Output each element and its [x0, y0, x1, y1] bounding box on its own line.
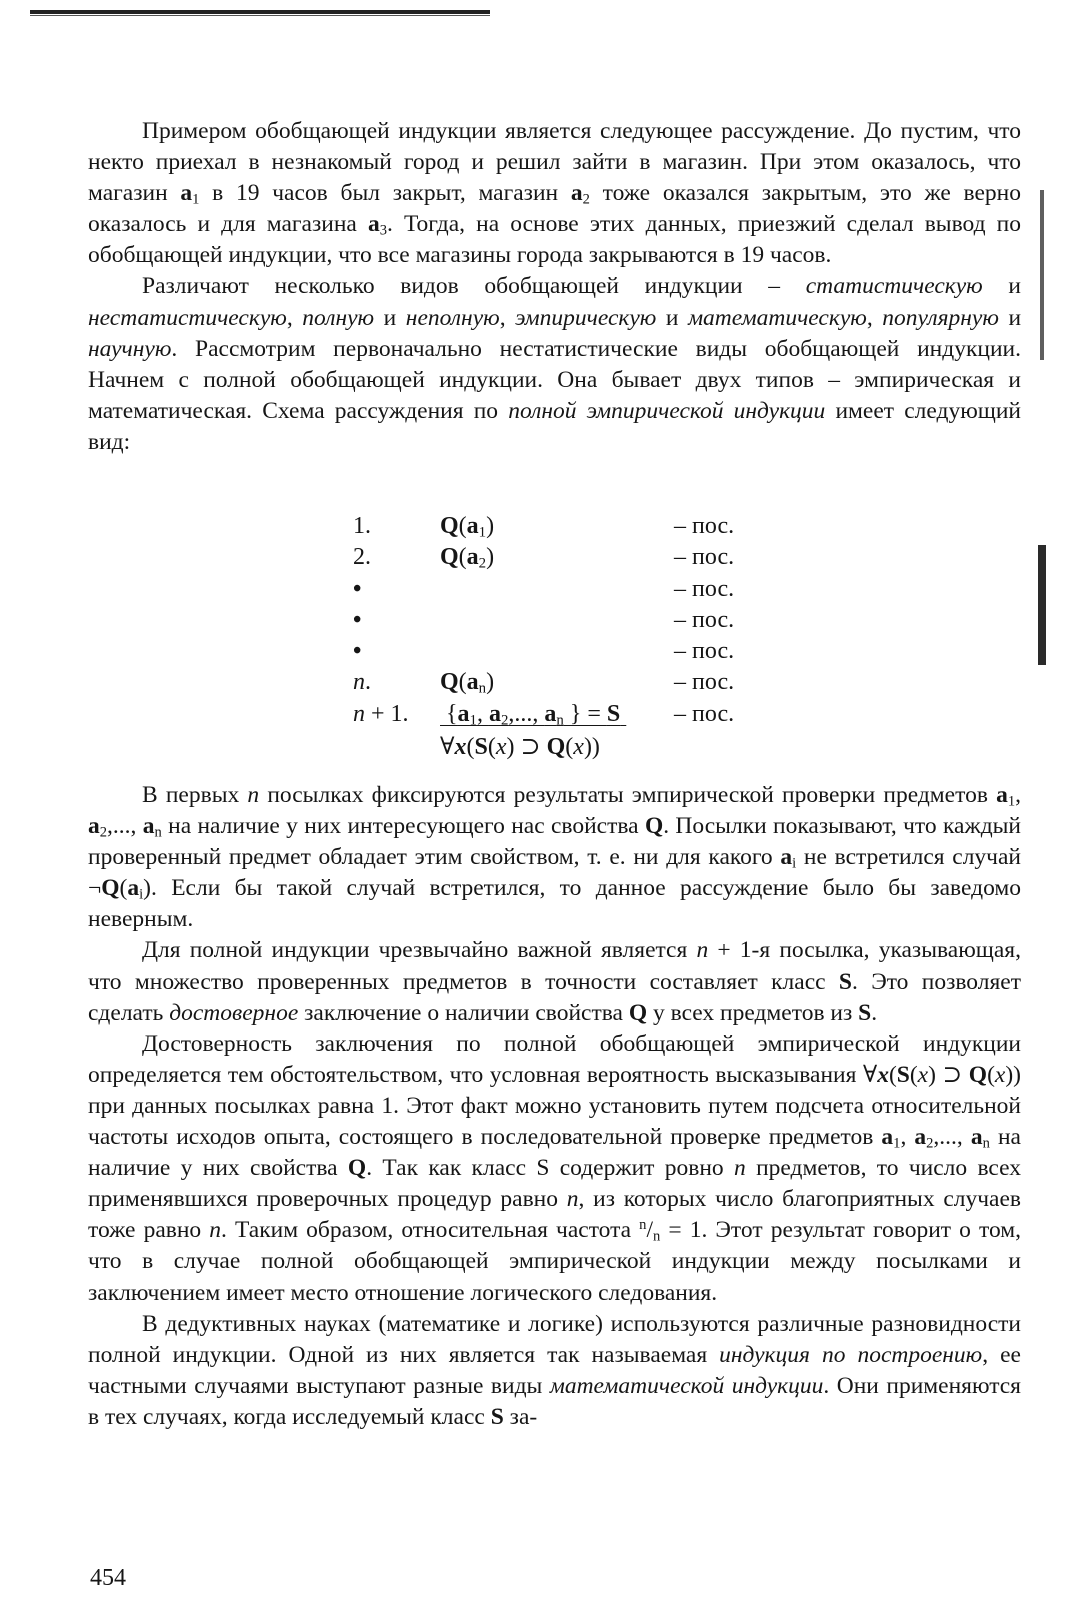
scheme-row — [340, 605, 760, 636]
inference-scheme — [340, 511, 760, 760]
scheme-row — [340, 667, 760, 698]
scheme-row — [340, 511, 760, 542]
top-rule-thin — [30, 15, 490, 16]
text-block-top — [88, 116, 1021, 458]
scan-edge-mark — [1038, 545, 1046, 665]
premise-number: n. — [353, 669, 371, 696]
premise-number: • — [353, 638, 362, 665]
premise-number: n + 1. — [353, 700, 409, 727]
premise-formula: $Q(a_n)$ — [440, 669, 495, 698]
premise-label: – пос. — [674, 513, 735, 539]
text-block-bottom — [88, 780, 1021, 1433]
premise-number: 2. — [353, 544, 371, 571]
scheme-row — [340, 542, 760, 573]
premise-label: – пос. — [674, 544, 735, 571]
premise-label: – пос. — [674, 575, 735, 602]
paragraph: Примером обобщающей индукции является следующее рассуждение. До пустим, что некто приехал в незнакомый город и решил зайти в магазин. При этом оказалось, что магазин $a_1$ в 19 часов был закрыт, магазин $a_2$ тоже оказался закрытым, это же верно оказалось и для магазина $a_3$. Тогда, на основе этих данных, приезжий сделал вывод по обобщающей индукции, что все магазины города закрываются в 19 часов. — [88, 118, 1021, 269]
page-number: 454 — [90, 1565, 126, 1591]
premise-number: • — [353, 606, 362, 633]
paragraph: Достоверность заключения по полной обобщающей эмпирической индукции определяется тем обстоятельством, что условная вероятность высказывания ∀x(S(x) ⊃ Q(x)) при данных посылках равна 1. Этот факт можно установить путем подсчета относительной частоты исходов опыта, состоящего в последовательной проверке предметов $a_1$, $a_2$,..., $a_n$ на наличие у них свойства Q. Так как класс S содержит ровно n предметов, то число всех применявшихся проверочных процедур равно n, из которых число благоприятных случаев тоже равно n. Таким образом, относительная частота $^n/_n = 1$. Этот результат говорит о том, что в случае полной обобщающей эмпирической индукции между посылками и заключением имеет место отношение логического следования. — [88, 1030, 1022, 1306]
scheme-row — [340, 636, 760, 667]
premise-number: • — [353, 575, 362, 602]
scan-edge-mark — [1040, 190, 1044, 360]
top-rule — [30, 10, 490, 14]
paragraph: Для полной индукции чрезвычайно важной является n + 1-я посылка, указывающая, что множество проверенных предметов в точности составляет класс S. Это позволяет сделать достоверное заключение о наличии свойства Q у всех предметов из S. — [88, 937, 1021, 1026]
scheme-row — [340, 574, 760, 605]
scheme-row — [340, 699, 760, 730]
premise-formula: $Q(a_2)$ — [440, 544, 495, 573]
premise-label: – пос. — [674, 606, 735, 633]
premise-label: – пос. — [674, 638, 735, 665]
premise-number: 1. — [353, 513, 371, 539]
paragraph: В дедуктивных науках (математике и логике) используются различные разновидности полной индукции. Одной из них является так называемая индукция по построению, ее частными случаями выступают разные виды математической индукции. Они применяются в тех случаях, когда исследуемый класс S за- — [88, 1310, 1021, 1430]
premise-label: – пос. — [674, 669, 735, 696]
premise-formula: $Q(a_1)$ — [440, 513, 495, 541]
conclusion-formula: ∀x(S(x) ⊃ Q(x)) — [440, 734, 600, 760]
paragraph: В первых n посылках фиксируются результаты эмпирической проверки предметов $a_1$, $a_2$,..., $a_n$ на наличие у них интересующего нас свойства Q. Посылки показывают, что каждый проверенный предмет обладает этим свойством, т. е. ни для какого $a_i$ не встретился случай $\neg Q(a_i)$. Если бы такой случай встретился, то данное рассуждение было бы заведомо неверным. — [88, 782, 1022, 933]
premise-formula: {$a_1$, $a_2$,..., $a_n$ } = S — [440, 700, 621, 729]
premise-label: – пос. — [674, 700, 735, 727]
paragraph: Различают несколько видов обобщающей индукции – статистическую и нестатистическую, полную и неполную, эмпирическую и математическую, популярную и научную. Рассмотрим первоначально нестатистические виды обобщающей индукции. Начнем с полной обобщающей индукции. Она бывает двух типов – эмпирическая и математическая. Схема рассуждения по полной эмпирической индукции имеет следующий вид: — [88, 273, 1022, 455]
